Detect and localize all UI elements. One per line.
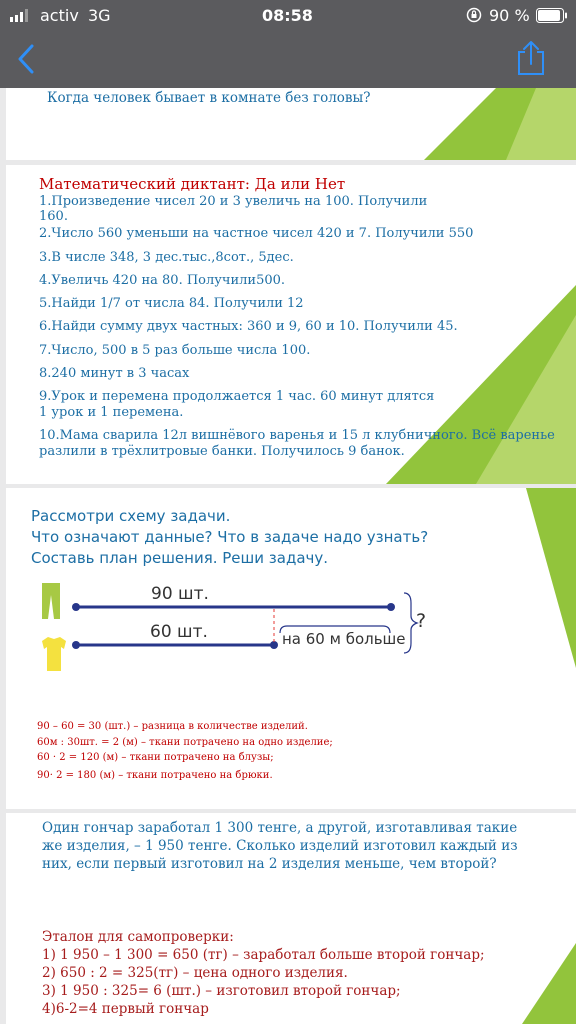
task-heading-1: Рассмотри схему задачи. bbox=[31, 507, 231, 525]
label-question-mark: ? bbox=[416, 610, 427, 632]
solution-line: 60м : 30шт. = 2 (м) – ткани потрачено на одно изделие; bbox=[37, 737, 333, 748]
back-chevron-icon[interactable] bbox=[16, 44, 36, 74]
trousers-icon bbox=[42, 583, 60, 619]
carrier-name: activ bbox=[40, 6, 79, 25]
signal-icon bbox=[10, 9, 32, 22]
dictation-line: разлили в трёхлитровые банки. Получилось 9 банок. bbox=[39, 444, 405, 459]
slide-potter-task bbox=[6, 813, 576, 1024]
self-check-line: 3) 1 950 : 325= 6 (шт.) – изготовил второй гончар; bbox=[42, 983, 401, 999]
slide-math-dictation bbox=[6, 165, 576, 484]
problem-line: Один гончар заработал 1 300 тенге, а другой, изготавливая такие bbox=[42, 820, 518, 836]
label-90-pieces: 90 шт. bbox=[151, 584, 209, 604]
dictation-line: 1 урок и 1 перемена. bbox=[39, 405, 184, 420]
task-heading-3: Составь план решения. Реши задачу. bbox=[31, 549, 329, 567]
battery-percent: 90 % bbox=[489, 6, 530, 25]
orientation-lock-icon bbox=[466, 7, 482, 23]
clock: 08:58 bbox=[262, 6, 313, 25]
dictation-line: 5.Найди 1/7 от числа 84. Получили 12 bbox=[39, 296, 304, 311]
task-heading-2: Что означают данные? Что в задаче надо узнать? bbox=[31, 528, 429, 546]
solution-line: 60 · 2 = 120 (м) – ткани потрачено на блузы; bbox=[37, 752, 274, 763]
blouse-icon bbox=[42, 637, 66, 671]
problem-line: же изделия, – 1 950 тенге. Сколько изделий изготовил каждый из bbox=[42, 838, 518, 854]
status-bar bbox=[0, 0, 576, 30]
problem-line: них, если первый изготовил на 2 изделия меньше, чем второй? bbox=[42, 856, 497, 872]
self-check-line: 1) 1 950 – 1 300 = 650 (тг) – заработал больше второй гончар; bbox=[42, 947, 485, 963]
dictation-line: 3.В числе 348, 3 дес.тыс.,8сот., 5дес. bbox=[39, 250, 294, 265]
slide-riddle bbox=[6, 88, 576, 160]
self-check-line: 4)6-2=4 первый гончар bbox=[42, 1001, 209, 1017]
label-60m-more: на 60 м больше bbox=[282, 630, 406, 648]
dictation-title: Математический диктант: Да или Нет bbox=[39, 175, 346, 193]
dictation-line: 4.Увеличь 420 на 80. Получили500. bbox=[39, 273, 286, 288]
self-check-line: 2) 650 : 2 = 325(тг) – цена одного изделия. bbox=[42, 965, 348, 981]
dictation-line: 9.Урок и перемена продолжается 1 час. 60 минут длятся bbox=[39, 389, 435, 404]
dictation-line: 6.Найди сумму двух частных: 360 и 9, 60 и 10. Получили 45. bbox=[39, 319, 458, 334]
battery-icon bbox=[536, 8, 568, 23]
dictation-line: 1.Произведение чисел 20 и 3 увеличь на 100. Получили bbox=[39, 194, 428, 209]
document-view[interactable] bbox=[0, 88, 576, 1024]
dictation-line: 2.Число 560 уменьши на частное чисел 420 и 7. Получили 550 bbox=[39, 226, 474, 241]
slide-scheme-task bbox=[6, 488, 576, 809]
riddle-question: Когда человек бывает в комнате без головы? bbox=[47, 90, 371, 106]
dictation-line: 160. bbox=[39, 209, 68, 224]
solution-line: 90 – 60 = 30 (шт.) – разница в количестве изделий. bbox=[37, 721, 308, 732]
share-icon[interactable] bbox=[515, 40, 547, 76]
solution-line: 90· 2 = 180 (м) – ткани потрачено на брюки. bbox=[37, 770, 273, 781]
dictation-line: 7.Число, 500 в 5 раз больше числа 100. bbox=[39, 343, 311, 358]
dictation-line: 8.240 минут в 3 часах bbox=[39, 366, 190, 381]
navigation-bar bbox=[0, 30, 576, 88]
dictation-line: 10.Мама сварила 12л вишнёвого варенья и 15 л клубничного. Всё варенье bbox=[39, 428, 555, 443]
label-60-pieces: 60 шт. bbox=[150, 622, 208, 642]
self-check-title: Эталон для самопроверки: bbox=[42, 929, 234, 945]
network-type: 3G bbox=[88, 6, 111, 25]
